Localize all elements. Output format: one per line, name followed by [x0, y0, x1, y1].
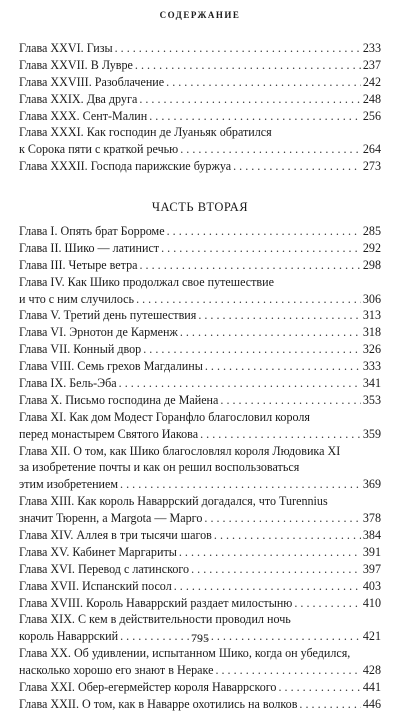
toc-entry: [19, 74, 381, 91]
dot-leader: [191, 561, 361, 578]
chapter-page-number: 273: [362, 159, 381, 174]
toc-entry-line: [19, 74, 381, 91]
toc-entry-line: [19, 561, 381, 578]
toc-entry-line: [19, 527, 381, 544]
toc-entry-line: [19, 108, 381, 125]
chapter-page-number: 285: [362, 224, 381, 238]
chapter-page-number: 353: [362, 392, 381, 407]
toc-entry-line: [19, 459, 381, 476]
chapter-title: к Сорока пяти с краткой речью: [19, 142, 179, 157]
chapter-title: Глава VI. Эрнотон де Карменж: [19, 325, 178, 340]
chapter-page-number: 391: [362, 544, 381, 559]
chapter-title: перед монастырем Святого Иакова: [19, 426, 199, 441]
dot-leader: [166, 74, 361, 91]
chapter-title: Глава V. Третий день путешествия: [19, 308, 197, 323]
chapter-page-number: 410: [362, 595, 381, 610]
toc-entry-line: [19, 443, 381, 460]
toc-entry-line: [19, 544, 381, 561]
dot-leader: [136, 291, 361, 308]
chapter-title: Глава XI. Как дом Модест Горанфло благословил короля: [19, 409, 310, 424]
chapter-title: Глава IX. Бель-Эба: [19, 376, 117, 391]
dot-leader: [115, 40, 361, 57]
running-header: СОДЕРЖАНИЕ: [159, 10, 241, 20]
chapter-title: Глава XX. Об удивлении, испытанном Шико, когда он убедился,: [19, 646, 351, 661]
chapter-page-number: 233: [362, 41, 381, 55]
toc-entry: [19, 443, 381, 494]
chapter-page-number: 292: [362, 240, 381, 255]
toc-entry: [19, 124, 381, 158]
toc-entry-line: [19, 358, 381, 375]
toc-entry-line: [19, 223, 381, 240]
toc-part-one: [19, 40, 381, 175]
chapter-title: Глава XV. Кабинет Маргариты: [19, 544, 177, 559]
chapter-title: Глава XXII. О том, как в Наварре охотились на волков: [19, 696, 298, 711]
toc-entry-line: [19, 679, 381, 696]
toc-entry: [19, 645, 381, 679]
toc-entry: [19, 40, 381, 57]
chapter-page-number: 264: [362, 142, 381, 157]
dot-leader: [135, 57, 361, 74]
chapter-page-number: 397: [362, 561, 381, 576]
dot-leader: [220, 392, 360, 409]
dot-leader: [214, 527, 361, 544]
toc-entry-line: [19, 476, 381, 493]
dot-leader: [179, 544, 361, 561]
toc-entry: [19, 561, 381, 578]
toc-entry: [19, 240, 381, 257]
chapter-page-number: 369: [362, 477, 381, 492]
toc-entry-line: [19, 91, 381, 108]
toc-entry-line: [19, 595, 381, 612]
chapter-title: Глава XIV. Аллея в три тысячи шагов: [19, 528, 212, 543]
dot-leader: [294, 595, 361, 612]
chapter-title: Глава XIX. С кем в действительности проводил ночь: [19, 612, 291, 627]
toc-entry: [19, 324, 381, 341]
dot-leader: [204, 510, 360, 527]
toc-entry-line: [19, 124, 381, 141]
toc-entry-line: [19, 611, 381, 628]
chapter-title: Глава IV. Как Шико продолжал свое путешествие: [19, 274, 274, 289]
toc-entry-line: [19, 324, 381, 341]
chapter-page-number: 298: [362, 257, 381, 272]
toc-entry: [19, 409, 381, 443]
dot-leader: [180, 141, 361, 158]
chapter-page-number: 428: [362, 663, 381, 678]
toc-entry-line: [19, 645, 381, 662]
chapter-title: Глава III. Четыре ветра: [19, 257, 138, 272]
chapter-title: Глава XVI. Перевод с латинского: [19, 561, 190, 576]
chapter-title: Глава XXXII. Господа парижские буржуа: [19, 159, 232, 174]
chapter-title: Глава II. Шико — латинист: [19, 240, 160, 255]
toc-entry-line: [19, 158, 381, 175]
chapter-title: Глава XXI. Обер-егермейстер короля Наваррского: [19, 680, 277, 695]
toc-entry: [19, 493, 381, 527]
dot-leader: [200, 426, 361, 443]
toc-entry-line: [19, 426, 381, 443]
toc-entry-line: [19, 341, 381, 358]
toc-entry-line: [19, 392, 381, 409]
toc-entry-line: [19, 307, 381, 324]
chapter-title: Глава X. Письмо господина де Майена: [19, 392, 219, 407]
chapter-title: Глава XXXI. Как господин де Луаньяк обратился: [19, 125, 272, 140]
chapter-title: Глава I. Опять брат Борроме: [19, 224, 165, 238]
chapter-title: Глава XXVI. Гизы: [19, 41, 113, 55]
dot-leader: [139, 91, 361, 108]
chapter-page-number: 313: [362, 308, 381, 323]
dot-leader: [205, 358, 361, 375]
toc-entry: [19, 223, 381, 240]
chapter-page-number: 333: [362, 359, 381, 374]
chapter-title: значит Тюренн, а Margota — Марго: [19, 511, 203, 526]
toc-entry-line: [19, 57, 381, 74]
chapter-title: король Наваррский: [19, 629, 119, 644]
chapter-page-number: 341: [362, 376, 381, 391]
dot-leader: [143, 341, 361, 358]
chapter-title: Глава XVIII. Король Наваррский раздает милостыню: [19, 595, 293, 610]
chapter-title: за изобретение почты и как он решил воспользоваться: [19, 460, 300, 475]
toc-entry: [19, 358, 381, 375]
toc-entry-line: [19, 493, 381, 510]
chapter-title: этим изобретением: [19, 477, 119, 492]
toc-entry: [19, 57, 381, 74]
chapter-page-number: 359: [362, 426, 381, 441]
chapter-title: Глава XXVII. В Лувре: [19, 57, 133, 72]
dot-leader: [174, 578, 361, 595]
chapter-title: Глава XXIX. Два друга: [19, 91, 138, 106]
chapter-title: Глава VIII. Семь грехов Магдалины: [19, 359, 203, 374]
toc-entry: [19, 544, 381, 561]
chapter-page-number: 441: [362, 680, 381, 695]
toc-entry: [19, 341, 381, 358]
toc-entry-line: [19, 141, 381, 158]
toc-entry-line: [19, 257, 381, 274]
toc-entry-line: [19, 40, 381, 57]
chapter-page-number: 237: [362, 57, 381, 72]
toc-entry-line: [19, 274, 381, 291]
dot-leader: [119, 375, 361, 392]
toc-entry-line: [19, 696, 381, 713]
toc-entry: [19, 392, 381, 409]
chapter-page-number: 421: [362, 629, 381, 644]
chapter-title: и что с ним случилось: [19, 291, 135, 306]
chapter-page-number: 403: [362, 578, 381, 593]
toc-entry: [19, 274, 381, 308]
chapter-page-number: 318: [362, 325, 381, 340]
toc-entry-line: [19, 240, 381, 257]
chapter-page-number: 256: [362, 108, 381, 123]
chapter-title: Глава XVII. Испанский посол: [19, 578, 172, 593]
dot-leader: [120, 476, 361, 493]
toc-entry: [19, 257, 381, 274]
chapter-title: Глава XXX. Сент-Малин: [19, 108, 148, 123]
toc-entry-line: [19, 578, 381, 595]
chapter-page-number: 242: [362, 74, 381, 89]
toc-entry: [19, 158, 381, 175]
chapter-title: Глава XII. О том, как Шико благословлял короля Людовика XI: [19, 443, 341, 458]
chapter-page-number: 306: [362, 291, 381, 306]
page-number: 795: [191, 631, 209, 645]
chapter-page-number: 384: [362, 528, 381, 543]
toc-entry: [19, 595, 381, 612]
dot-leader: [149, 108, 361, 125]
dot-leader: [233, 158, 361, 175]
dot-leader: [161, 240, 361, 257]
dot-leader: [299, 696, 360, 713]
toc-entry-line: [19, 510, 381, 527]
toc-entry-line: [19, 409, 381, 426]
dot-leader: [215, 662, 360, 679]
toc-entry: [19, 527, 381, 544]
toc-entry-line: [19, 375, 381, 392]
toc-entry: [19, 578, 381, 595]
toc-entry-line: [19, 291, 381, 308]
toc-entry: [19, 307, 381, 324]
dot-leader: [140, 257, 361, 274]
toc-entry: [19, 679, 381, 696]
toc-entry: [19, 375, 381, 392]
chapter-page-number: 326: [362, 342, 381, 357]
chapter-page-number: 248: [362, 91, 381, 106]
chapter-title: Глава XIII. Как король Наваррский догадался, что Turennius: [19, 494, 328, 509]
dot-leader: [278, 679, 360, 696]
dot-leader: [167, 223, 361, 240]
dot-leader: [198, 307, 361, 324]
chapter-title: Глава VII. Конный двор: [19, 342, 142, 357]
part-two-title: ЧАСТЬ ВТОРАЯ: [151, 200, 249, 214]
toc-entry: [19, 696, 381, 713]
chapter-page-number: 446: [362, 696, 381, 711]
toc-entry: [19, 108, 381, 125]
dot-leader: [180, 324, 361, 341]
toc-entry-line: [19, 662, 381, 679]
chapter-title: Глава XXVIII. Разоблачение: [19, 74, 165, 89]
toc-entry: [19, 91, 381, 108]
chapter-page-number: 378: [362, 511, 381, 526]
chapter-title: насколько хорошо его знают в Нераке: [19, 663, 214, 678]
